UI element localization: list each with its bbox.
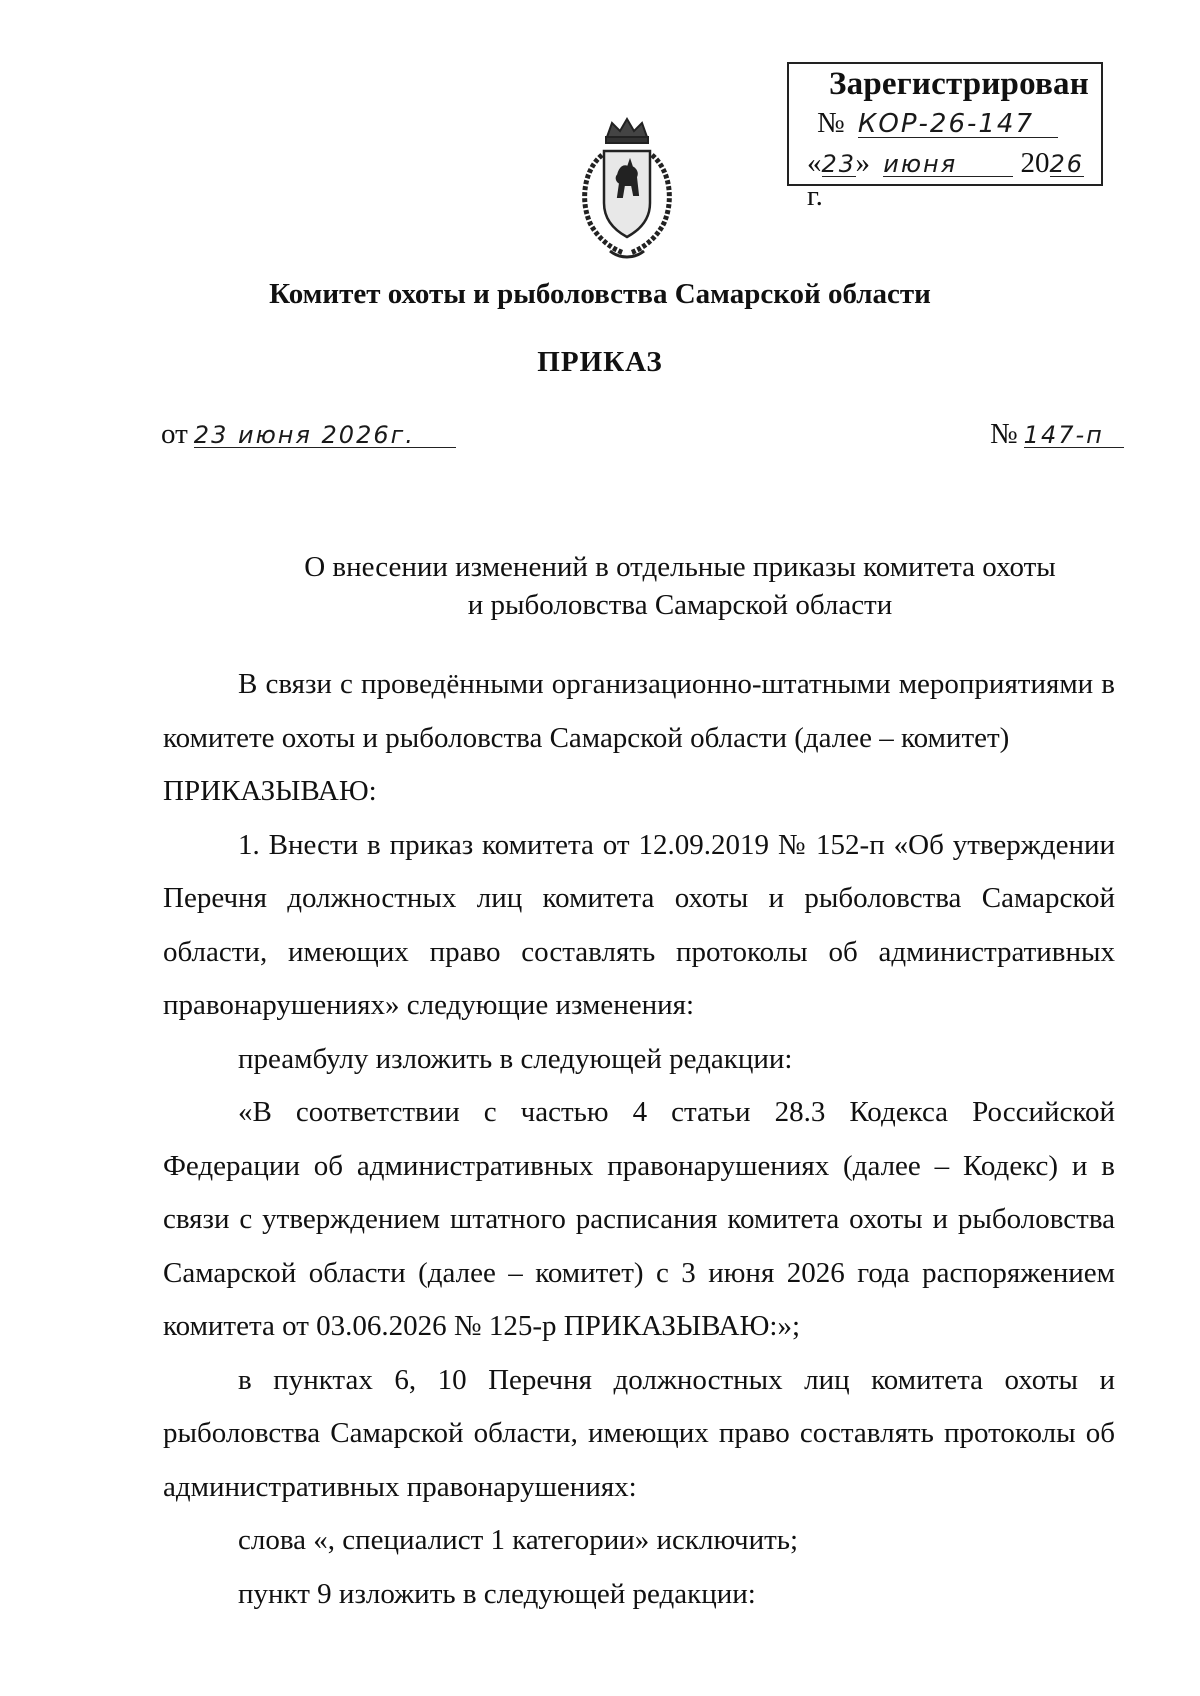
body-paragraph-1: В связи с проведёнными организационно-штатными мероприятиями в комитете охоты и рыболовства Самарской области (далее – комитет) — [163, 668, 1115, 754]
stamp-date-year-unit: г. — [807, 180, 823, 212]
stamp-date-year-prefix: 20 — [1020, 147, 1050, 179]
stamp-date-close-quote: » — [855, 147, 870, 179]
stamp-number-line — [817, 107, 1058, 140]
order-number-prefix: № — [990, 418, 1018, 450]
order-date-line — [161, 418, 456, 451]
body-order-word: ПРИКАЗЫВАЮ: — [163, 775, 377, 807]
body-paragraph-4: «В соответствии с частью 4 статьи 28.3 Кодекса Российской Федерации об административных правонарушениях (далее – Кодекс) и в связи с утверждением штатного расписания комитета охоты и рыболовства Самарской области (далее – комитет) с 3 июня 2026 года распоряжением комитета от 03.06.2026 № 125-р ПРИКАЗЫВАЮ:»; — [163, 1096, 1115, 1342]
document-type: ПРИКАЗ — [537, 346, 663, 378]
order-date-prefix: от — [161, 418, 188, 450]
stamp-title: Зарегистрирован — [829, 66, 1089, 102]
order-number-handwritten: 147-п — [1024, 423, 1124, 448]
stamp-number-handwritten: КОР-26-147 — [858, 111, 1058, 138]
stamp-date-day-handwritten: 23 — [821, 150, 857, 178]
subject-line-2: и рыболовства Самарской области — [467, 589, 893, 621]
coat-of-arms-emblem — [572, 115, 682, 265]
body-paragraph-2: 1. Внести в приказ комитета от 12.09.2019 № 152-п «Об утверждении Перечня должностных лиц комитета охоты и рыболовства Самарской области, имеющих право составлять протоколы об административных правонарушениях» следующие изменения: — [163, 828, 1115, 1021]
subject-line-1: О внесении изменений в отдельные приказы комитета охоты — [304, 551, 1056, 583]
organization-name: Комитет охоты и рыболовства Самарской области — [269, 278, 931, 310]
order-body — [163, 658, 1115, 1621]
stamp-date-line — [807, 147, 1101, 213]
body-paragraph-6: слова «, специалист 1 категории» исключить; — [238, 1524, 799, 1556]
stamp-date-open-quote: « — [807, 147, 822, 179]
stamp-date-month-handwritten: июня — [883, 152, 1013, 177]
body-paragraph-7: пункт 9 изложить в следующей редакции: — [238, 1577, 756, 1610]
body-paragraph-3: преамбулу изложить в следующей редакции: — [238, 1042, 793, 1075]
order-subject — [300, 548, 1060, 624]
stamp-number-prefix: № — [817, 107, 845, 139]
stamp-date-year-handwritten: 26 — [1049, 150, 1085, 178]
order-date-handwritten: 23 июня 2026г. — [194, 423, 456, 448]
order-number-line — [990, 418, 1124, 451]
body-paragraph-5: в пунктах 6, 10 Перечня должностных лиц комитета охоты и рыболовства Самарской области, имеющих право составлять протоколы об административных правонарушениях: — [163, 1363, 1115, 1503]
registration-stamp — [787, 62, 1103, 212]
